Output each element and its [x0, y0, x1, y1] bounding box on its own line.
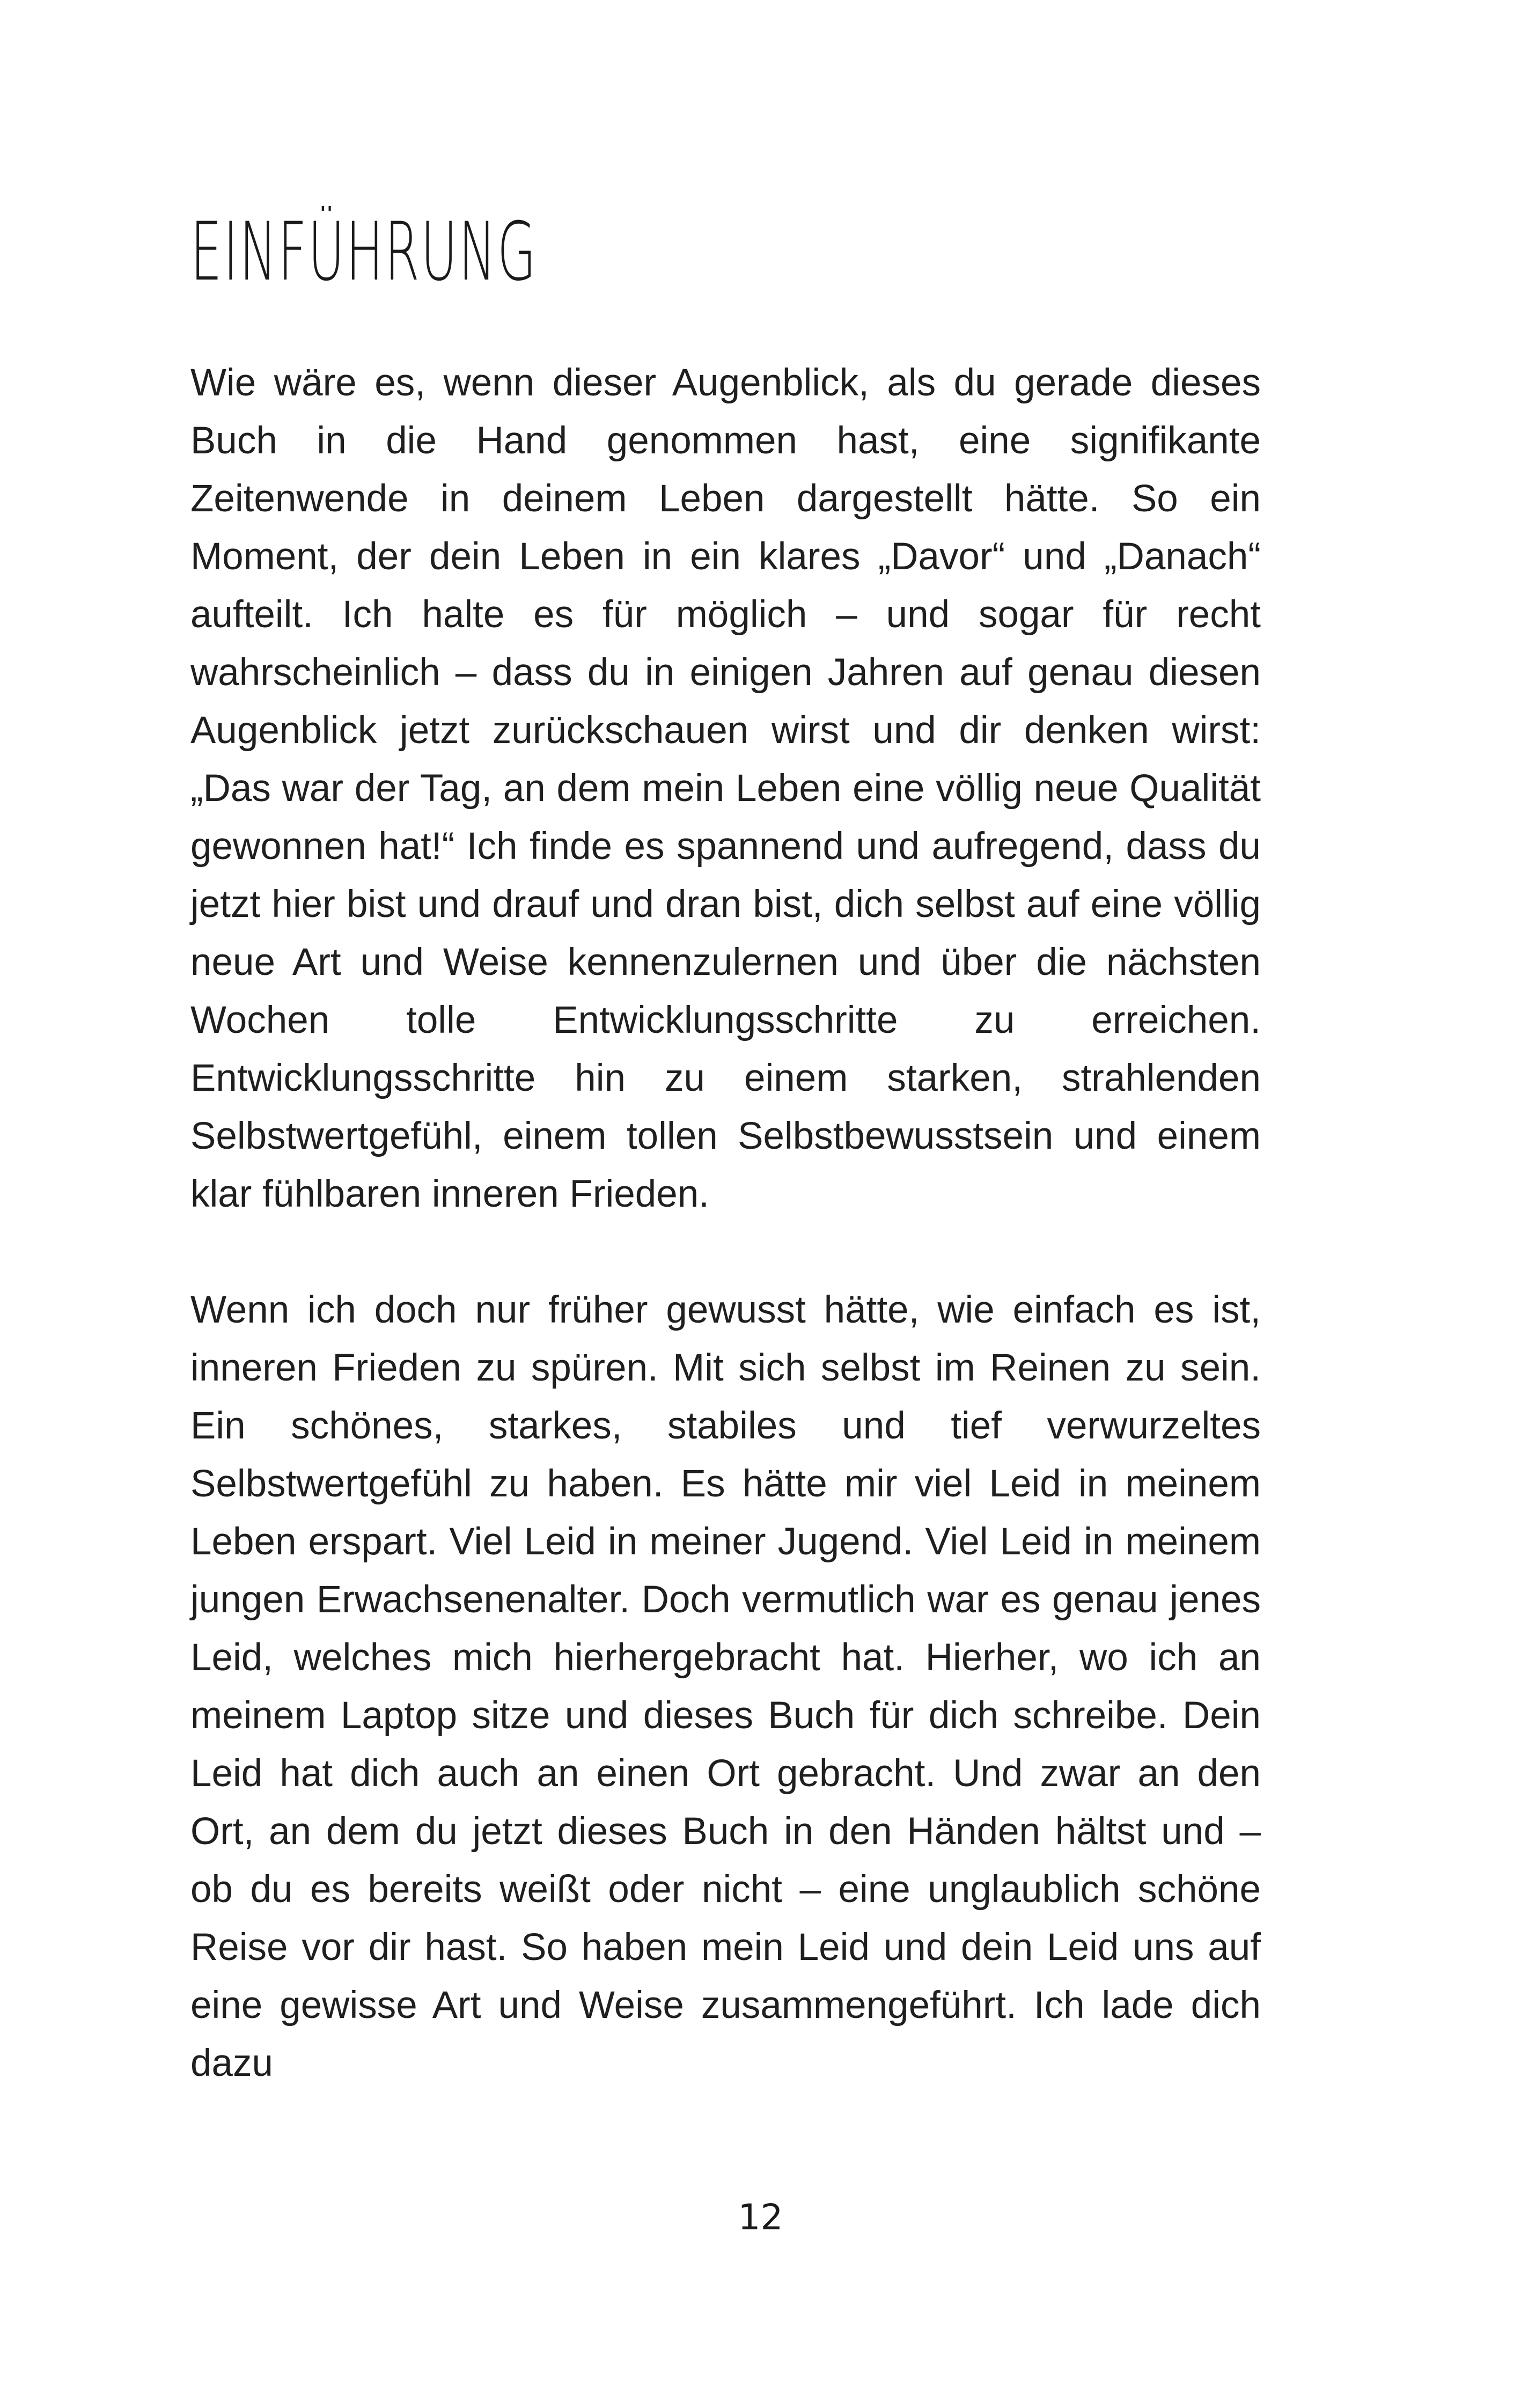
paragraph: Wenn ich doch nur früher gewusst hätte, wie einfach es ist, inneren Frieden zu spüren. Mit sich selbst im Reinen zu sein. Ein schönes, starkes, stabiles und tief verwurzeltes Selbstwertgefühl zu haben. Es hätte mir viel Leid in meinem Leben erspart. Viel Leid in meiner Jugend. Viel Leid in meinem jungen Erwachsenenalter. Doch vermutlich war es genau jenes Leid, welches mich hierhergebracht hat. Hierher, wo ich an meinem Laptop sitze und dieses Buch für dich schreibe. Dein Leid hat dich auch an einen Ort gebracht. Und zwar an den Ort, an dem du jetzt dieses Buch in den Händen hältst und – ob du es bereits weißt oder nicht – eine unglaublich schöne Reise vor dir hast. So haben mein Leid und dein Leid uns auf eine gewisse Art und Weise zusammengeführt. Ich lade dich dazu — [190, 1289, 1261, 2084]
body-text — [190, 354, 1261, 2093]
paragraph: Wie wäre es, wenn dieser Augenblick, als du gerade dieses Buch in die Hand genommen hast, eine signifikante Zeitenwende in deinem Leben dargestellt hätte. So ein Moment, der dein Leben in ein klares „Davor“ und „Danach“ aufteilt. Ich halte es für möglich – und sogar für recht wahrscheinlich – dass du in einigen Jahren auf genau diesen Augenblick jetzt zurückschauen wirst und dir denken wirst: „Das war der Tag, an dem mein Leben eine völlig neue Qualität gewonnen hat!“ Ich finde es spannend und aufregend, dass du jetzt hier bist und drauf und dran bist, dich selbst auf eine völlig neue Art und Weise kennenzulernen und über die nächsten Wochen tolle Entwicklungsschritte zu erreichen. Entwicklungsschritte hin zu einem starken, strahlenden Selbstwertgefühl, einem tollen Selbstbewusstsein und einem klar fühlbaren inneren Frieden. — [190, 362, 1261, 1215]
chapter-title: EINFÜHRUNG — [190, 205, 538, 299]
page-number: 12 — [738, 2197, 783, 2238]
